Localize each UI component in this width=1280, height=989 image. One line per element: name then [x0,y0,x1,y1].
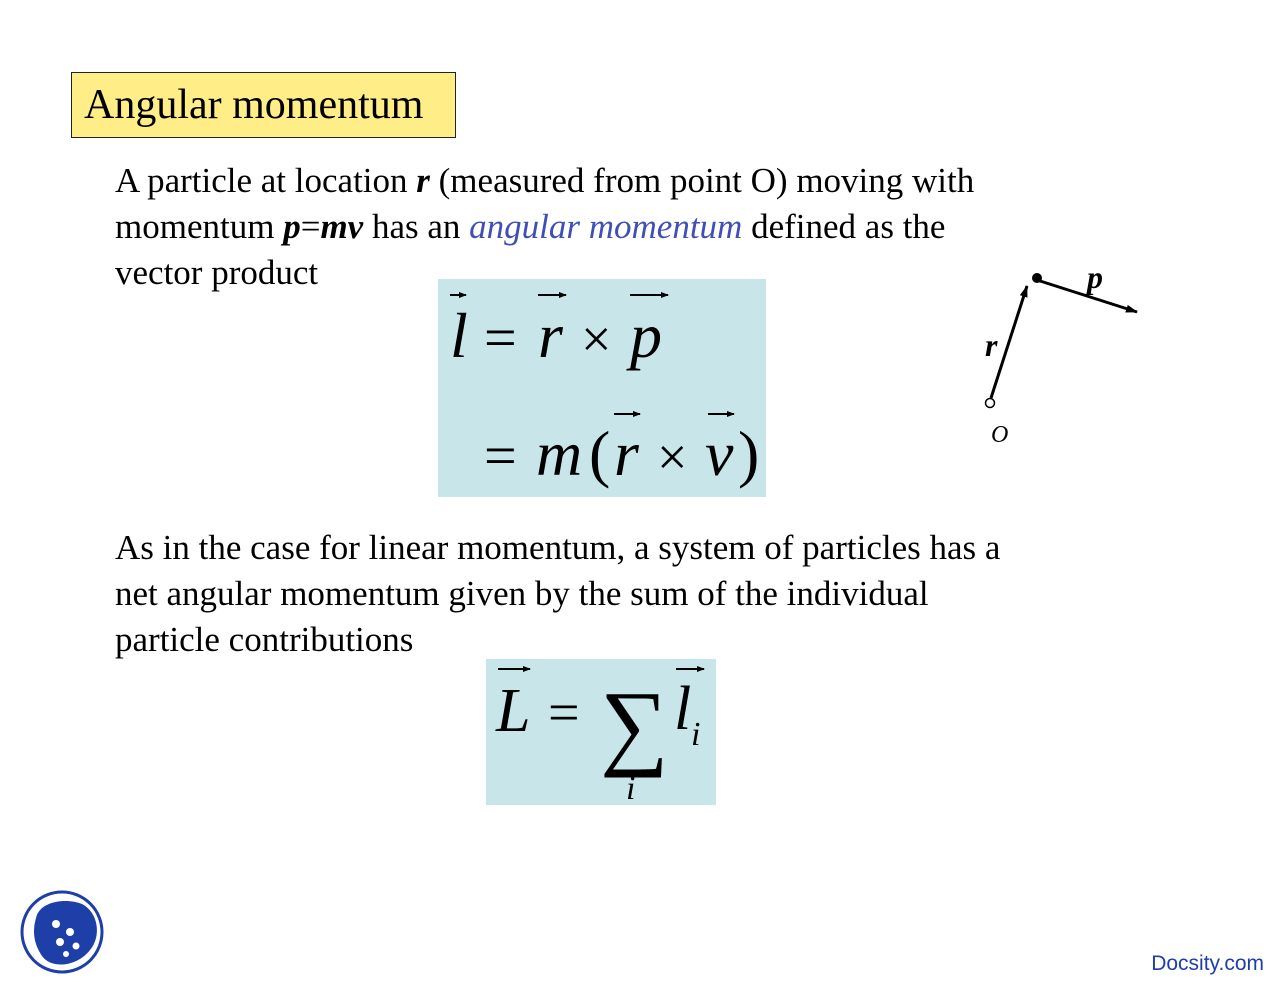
equation-total-angular-momentum [486,659,716,805]
slide-title: Angular momentum [71,72,456,138]
equals-symbol: = [300,207,321,246]
eq2-subscript: i [691,716,701,753]
system-line-3: particle contributions [115,620,414,659]
intro-line-2 [115,204,974,250]
text-fragment: momentum [115,207,284,246]
eq2-sigma: ∑ [600,671,669,778]
vector-diagram [975,260,1155,455]
eq1-equals-2: = [484,423,517,488]
eq2-equals: = [548,682,580,744]
eq1-times: × [581,309,612,369]
eq1-open-paren: ( [589,418,611,489]
origin-label: O [991,422,1009,448]
text-fragment: has an [363,207,470,246]
eq1-p: p [630,300,662,371]
system-line-2: net angular momentum given by the sum of the individual [115,574,929,613]
equation-1-svg [438,279,766,497]
origin-point [986,399,995,408]
particle-dot [1032,273,1042,283]
eq2-l: l [674,675,692,743]
eq1-equals: = [484,305,517,370]
text-fragment: defined as the [742,207,946,246]
text-fragment: (measured from point O) moving with [429,161,975,200]
eq1-times-2: × [657,427,688,487]
eq1-close-paren: ) [738,418,760,489]
docsity-logo-icon [20,888,106,974]
p-label: p [1087,260,1103,295]
eq2-index: i [626,770,636,805]
system-line-1: As in the case for linear momentum, a system of particles has a [115,528,1001,567]
mv-symbol: mv [320,207,364,246]
intro-line-1 [115,158,974,204]
system-paragraph [115,525,1000,663]
vector-r-symbol: r [416,161,430,200]
eq1-v: v [705,418,734,489]
eq1-l: l [450,300,468,371]
docsity-brand-link[interactable]: Docsity.com [1151,952,1264,975]
eq1-r: r [538,300,563,371]
text-fragment: A particle at location [115,161,417,200]
angular-momentum-term: angular momentum [469,207,743,246]
intro-line-3: vector product [115,253,319,292]
equation-2-svg [486,659,716,805]
equation-angular-momentum [438,279,766,497]
vector-p-symbol: p [283,207,301,246]
r-label: r [985,327,998,363]
intro-paragraph [115,158,974,296]
eq1-m: m [536,418,583,489]
eq1-r2: r [614,418,639,489]
eq2-L: L [496,677,531,745]
